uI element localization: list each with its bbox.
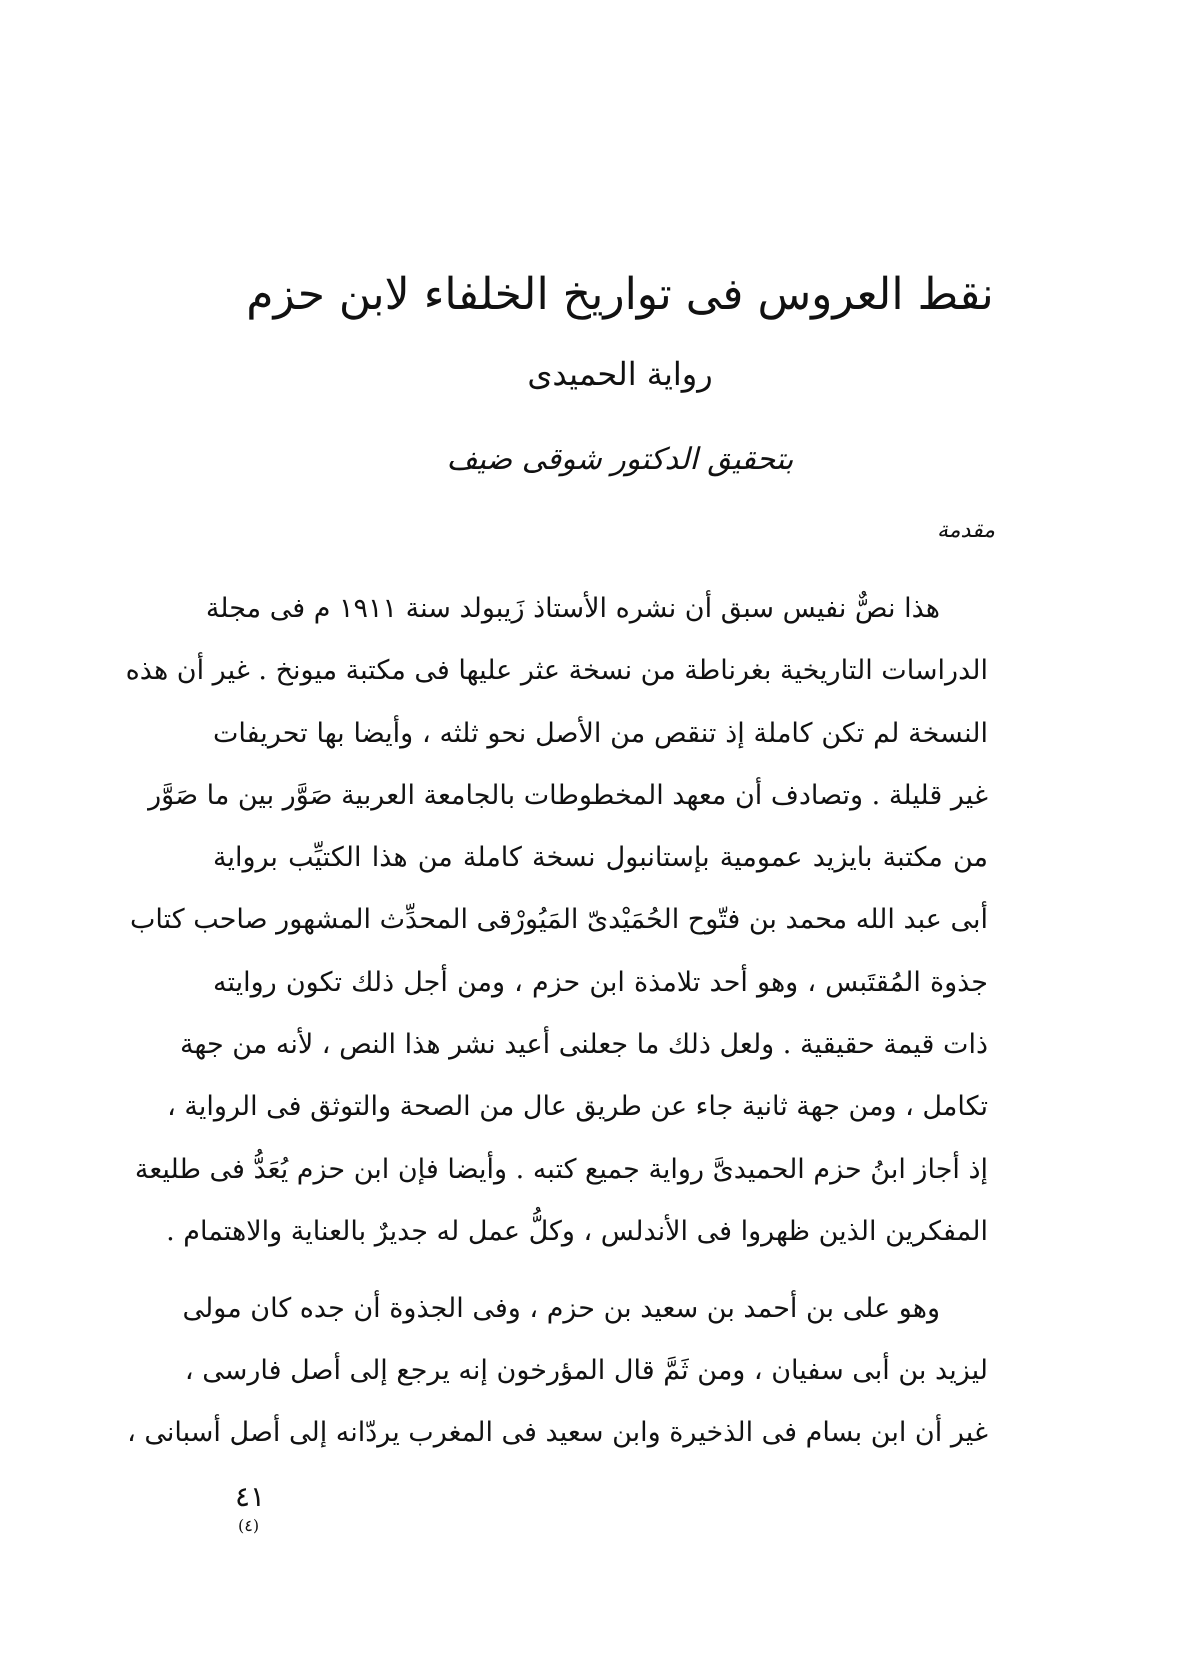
section-heading: مقدمة [936, 518, 995, 543]
signature-mark: (٤) [238, 1516, 260, 1535]
text-line: المفكرين الذين ظهروا فى الأندلس ، وكلُّ عمل له جديرٌ بالعناية والاهتمام . [166, 1215, 988, 1247]
text-line: تكامل ، ومن جهة ثانية جاء عن طريق عال من الصحة والتوثق فى الرواية ، [167, 1091, 988, 1123]
biography-paragraph [127, 1278, 988, 1464]
text-line: من مكتبة بايزيد عمومية بإستانبول نسخة كاملة من هذا الكتيِّب برواية [213, 842, 988, 874]
text-line: ليزيد بن أبى سفيان ، ومن ثَمَّ قال المؤرخون إنه يرجع إلى أصل فارسى ، [184, 1355, 988, 1386]
text-line: غير أن ابن بسام فى الذخيرة وابن سعيد فى المغرب يردّانه إلى أصل أسبانى ، [127, 1417, 988, 1448]
intro-paragraph [125, 578, 988, 1263]
text-line: جذوة المُقتَبس ، وهو أحد تلامذة ابن حزم ، ومن أجل ذلك تكون روايته [213, 966, 988, 998]
text-line: أبى عبد الله محمد بن فتّوح الحُمَيْدىّ المَيُورْقى المحدِّث المشهور صاحب كتاب [130, 904, 988, 936]
text-line: وهو على بن أحمد بن سعيد بن حزم ، وفى الجذوة أن جده كان مولى [182, 1293, 940, 1324]
text-line: الدراسات التاريخية بغرناطة من نسخة عثر عليها فى مكتبة ميونخ . غير أن هذه [125, 655, 988, 687]
text-line: ذات قيمة حقيقية . ولعل ذلك ما جعلنى أعيد نشر هذا النص ، لأنه من جهة [180, 1029, 988, 1061]
text-line: النسخة لم تكن كاملة إذ تنقص من الأصل نحو ثلثه ، وأيضا بها تحريفات [213, 717, 988, 749]
document-title: نقط العروس فى تواريخ الخلفاء لابن حزم [246, 269, 994, 320]
page-number: ٤١ [235, 1480, 266, 1513]
text-line: إذ أجاز ابنُ حزم الحميدىَّ رواية جميع كتبه . وأيضا فإن ابن حزم يُعَدُّ فى طليعة [134, 1153, 988, 1185]
document-subtitle: رواية الحميدى [527, 355, 713, 393]
text-line: غير قليلة . وتصادف أن معهد المخطوطات بالجامعة العربية صَوَّر بين ما صَوَّر [148, 779, 988, 811]
text-line: هذا نصٌّ نفيس سبق أن نشره الأستاذ زَيبولد سنة ١٩١١ م فى مجلة [205, 593, 940, 624]
editor-credit: بتحقيق الدكتور شوقى ضيف [446, 442, 794, 477]
